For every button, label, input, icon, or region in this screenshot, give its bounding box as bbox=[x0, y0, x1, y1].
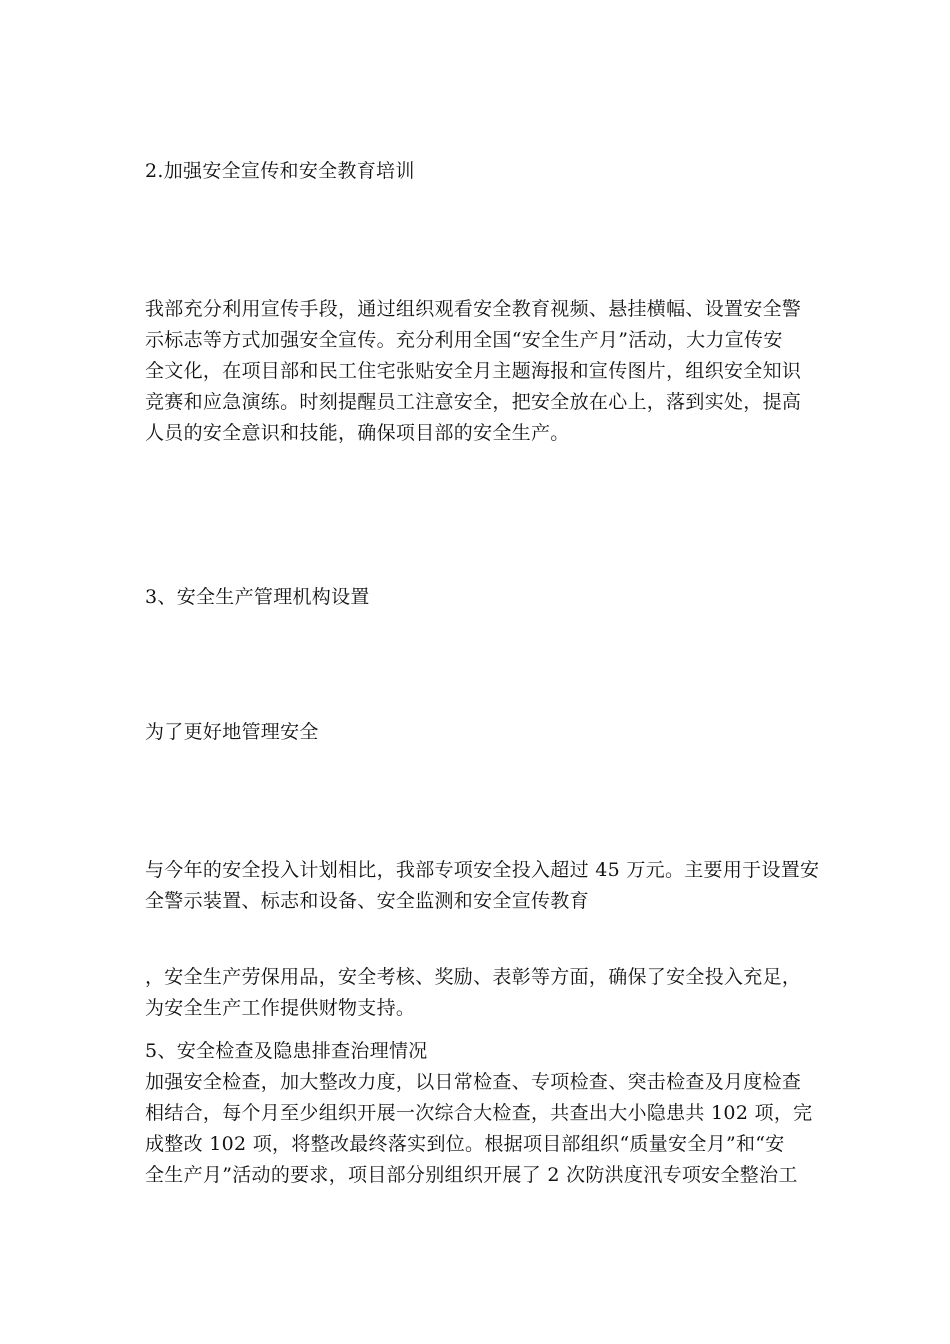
paragraph-line: 全生产月”活动的要求，项目部分别组织开展了 2 次防洪度汛专项安全整治工 bbox=[145, 1164, 798, 1186]
paragraph-publicity bbox=[145, 294, 817, 449]
section-heading-2 bbox=[145, 156, 817, 187]
paragraph-management bbox=[145, 717, 817, 748]
heading-text: 5、安全检查及隐患排查治理情况 bbox=[145, 1040, 428, 1062]
paragraph-line: 为了更好地管理安全 bbox=[145, 721, 319, 743]
paragraph-line: 示标志等方式加强安全宣传。充分利用全国“安全生产月”活动，大力宣传安 bbox=[145, 329, 783, 351]
paragraph-inspection bbox=[145, 1067, 817, 1191]
paragraph-line: 全警示装置、标志和设备、安全监测和安全宣传教育 bbox=[145, 890, 589, 912]
heading-text: 3、安全生产管理机构设置 bbox=[145, 586, 370, 608]
paragraph-investment bbox=[145, 855, 820, 917]
paragraph-line: 我部充分利用宣传手段，通过组织观看安全教育视频、悬挂横幅、设置安全警 bbox=[145, 298, 802, 320]
heading-text: 2.加强安全宣传和安全教育培训 bbox=[145, 160, 415, 182]
paragraph-line: 加强安全检查，加大整改力度，以日常检查、专项检查、突击检查及月度检查 bbox=[145, 1071, 802, 1093]
paragraph-line: 人员的安全意识和技能，确保项目部的安全生产。 bbox=[145, 422, 570, 444]
paragraph-line: 成整改 102 项，将整改最终落实到位。根据项目部组织“质量安全月”和“安 bbox=[145, 1133, 785, 1155]
paragraph-line: 与今年的安全投入计划相比，我部专项安全投入超过 45 万元。主要用于设置安 bbox=[145, 859, 820, 881]
paragraph-line: ，安全生产劳保用品，安全考核、奖励、表彰等方面，确保了安全投入充足， bbox=[145, 966, 802, 988]
section-heading-5 bbox=[145, 1036, 817, 1067]
paragraph-line: 全文化，在项目部和民工住宅张贴安全月主题海报和宣传图片，组织安全知识 bbox=[145, 360, 802, 382]
paragraph-line: 竞赛和应急演练。时刻提醒员工注意安全，把安全放在心上，落到实处，提高 bbox=[145, 391, 802, 413]
paragraph-line: 为安全生产工作提供财物支持。 bbox=[145, 997, 416, 1019]
section-heading-3 bbox=[145, 582, 817, 613]
paragraph-line: 相结合，每个月至少组织开展一次综合大检查，共查出大小隐患共 102 项，完 bbox=[145, 1102, 813, 1124]
paragraph-investment-continued bbox=[145, 962, 817, 1024]
